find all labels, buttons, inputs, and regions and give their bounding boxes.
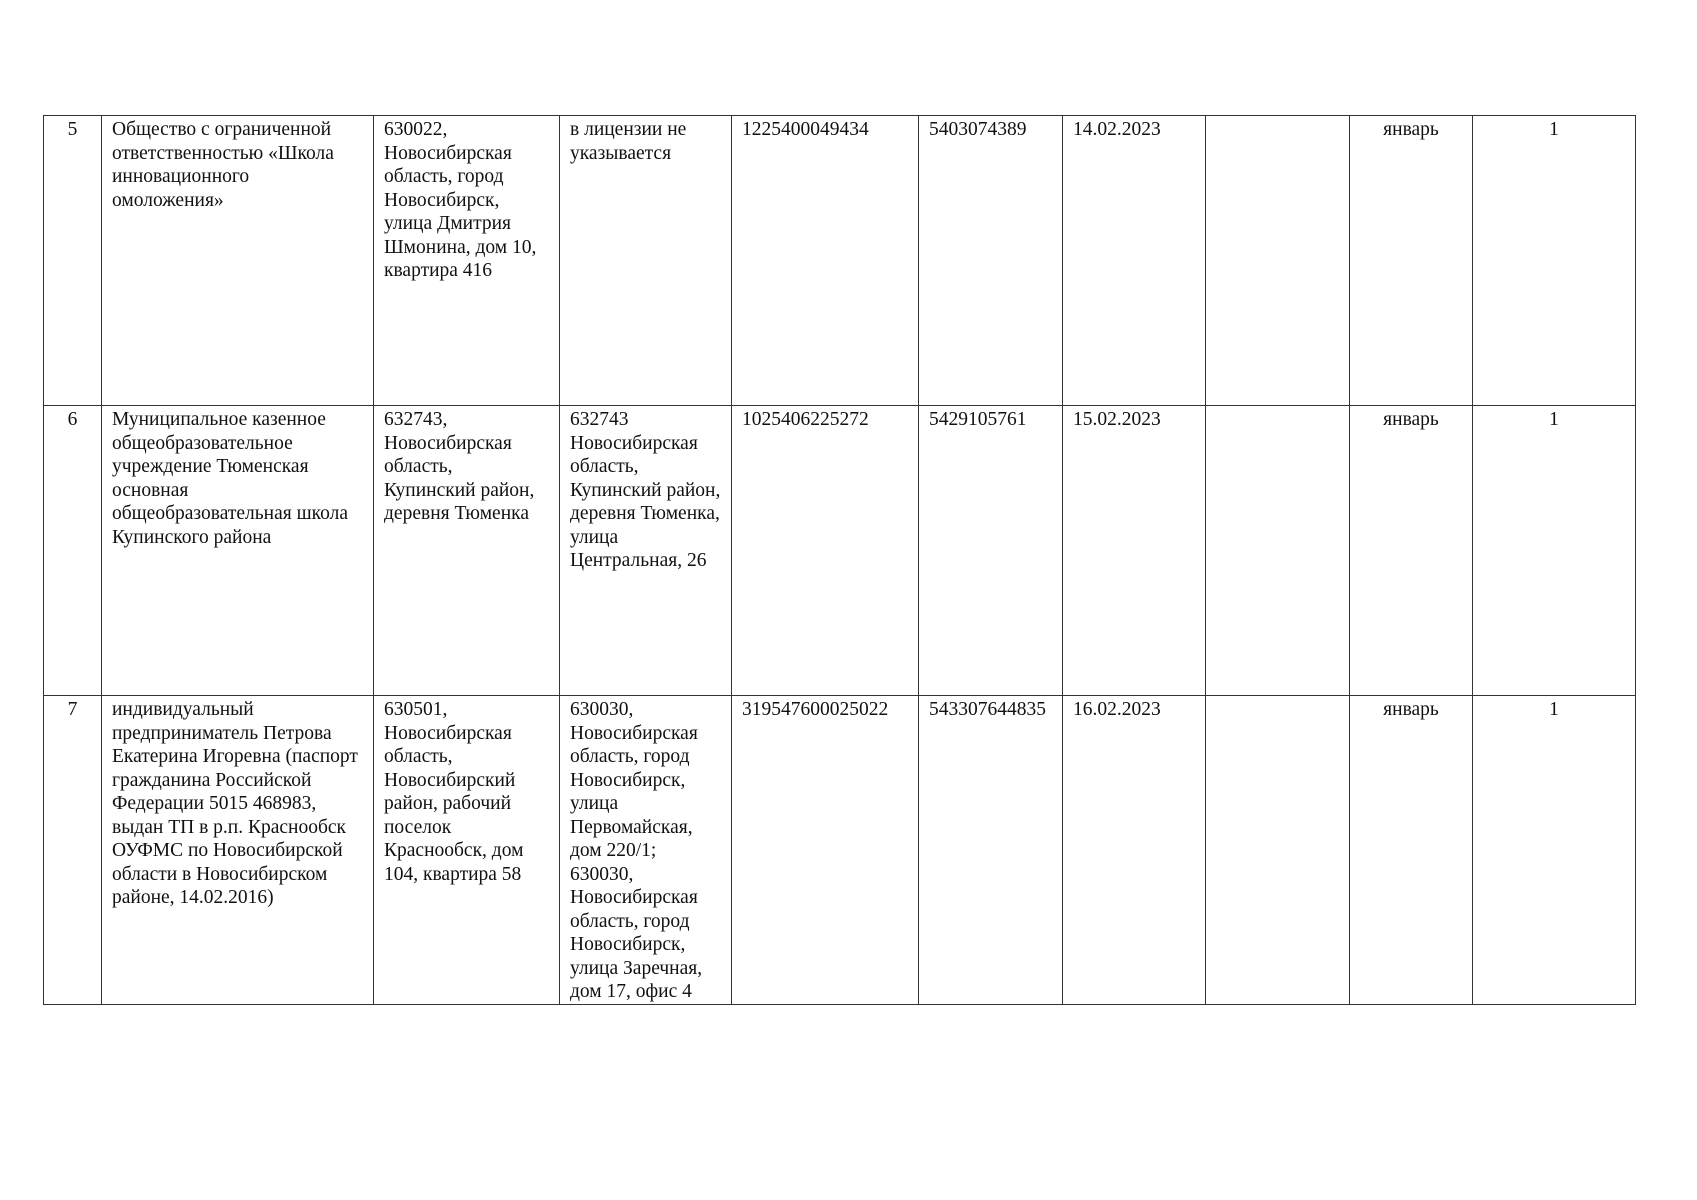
month-cell: январь	[1350, 696, 1473, 1005]
ogrn-cell: 1025406225272	[732, 406, 919, 696]
table-row	[44, 116, 1636, 406]
row-number: 6	[44, 406, 102, 696]
legal-address: 630022, Новосибирская область, город Новосибирск, улица Дмитрия Шмонина, дом 10, квартира 416	[374, 116, 560, 406]
inn-cell: 5403074389	[919, 116, 1063, 406]
organization-name: Общество с ограниченной ответственностью «Школа инновационного омоложения»	[102, 116, 374, 406]
month-cell: январь	[1350, 116, 1473, 406]
date-cell: 16.02.2023	[1063, 696, 1206, 1005]
inn-cell: 5429105761	[919, 406, 1063, 696]
empty-cell	[1206, 406, 1350, 696]
row-number: 7	[44, 696, 102, 1005]
date-cell: 15.02.2023	[1063, 406, 1206, 696]
ogrn-cell: 1225400049434	[732, 116, 919, 406]
empty-cell	[1206, 116, 1350, 406]
table-row	[44, 406, 1636, 696]
ogrn-cell: 319547600025022	[732, 696, 919, 1005]
activity-address: в лицензии не указывается	[560, 116, 732, 406]
organization-name: Муниципальное казенное общеобразовательное учреждение Тюменская основная общеобразовательная школа Купинского района	[102, 406, 374, 696]
activity-address: 632743 Новосибирская область, Купинский район, деревня Тюменка, улица Центральная, 26	[560, 406, 732, 696]
count-cell: 1	[1473, 116, 1636, 406]
registry-table	[43, 115, 1636, 1005]
empty-cell	[1206, 696, 1350, 1005]
legal-address: 632743, Новосибирская область, Купинский район, деревня Тюменка	[374, 406, 560, 696]
organization-name: индивидуальный предприниматель Петрова Екатерина Игоревна (паспорт гражданина Российской Федерации 5015 468983, выдан ТП в р.п. Краснообск ОУФМС по Новосибирской области в Новосибирском районе, 14.02.2016)	[102, 696, 374, 1005]
month-cell: январь	[1350, 406, 1473, 696]
count-cell: 1	[1473, 406, 1636, 696]
activity-address: 630030, Новосибирская область, город Новосибирск, улица Первомайская, дом 220/1; 630030, Новосибирская область, город Новосибирск, улица Заречная, дом 17, офис 4	[560, 696, 732, 1005]
count-cell: 1	[1473, 696, 1636, 1005]
date-cell: 14.02.2023	[1063, 116, 1206, 406]
table-row	[44, 696, 1636, 1005]
registry-table-page	[43, 115, 1635, 1005]
row-number: 5	[44, 116, 102, 406]
inn-cell: 543307644835	[919, 696, 1063, 1005]
legal-address: 630501, Новосибирская область, Новосибирский район, рабочий поселок Краснообск, дом 104, квартира 58	[374, 696, 560, 1005]
